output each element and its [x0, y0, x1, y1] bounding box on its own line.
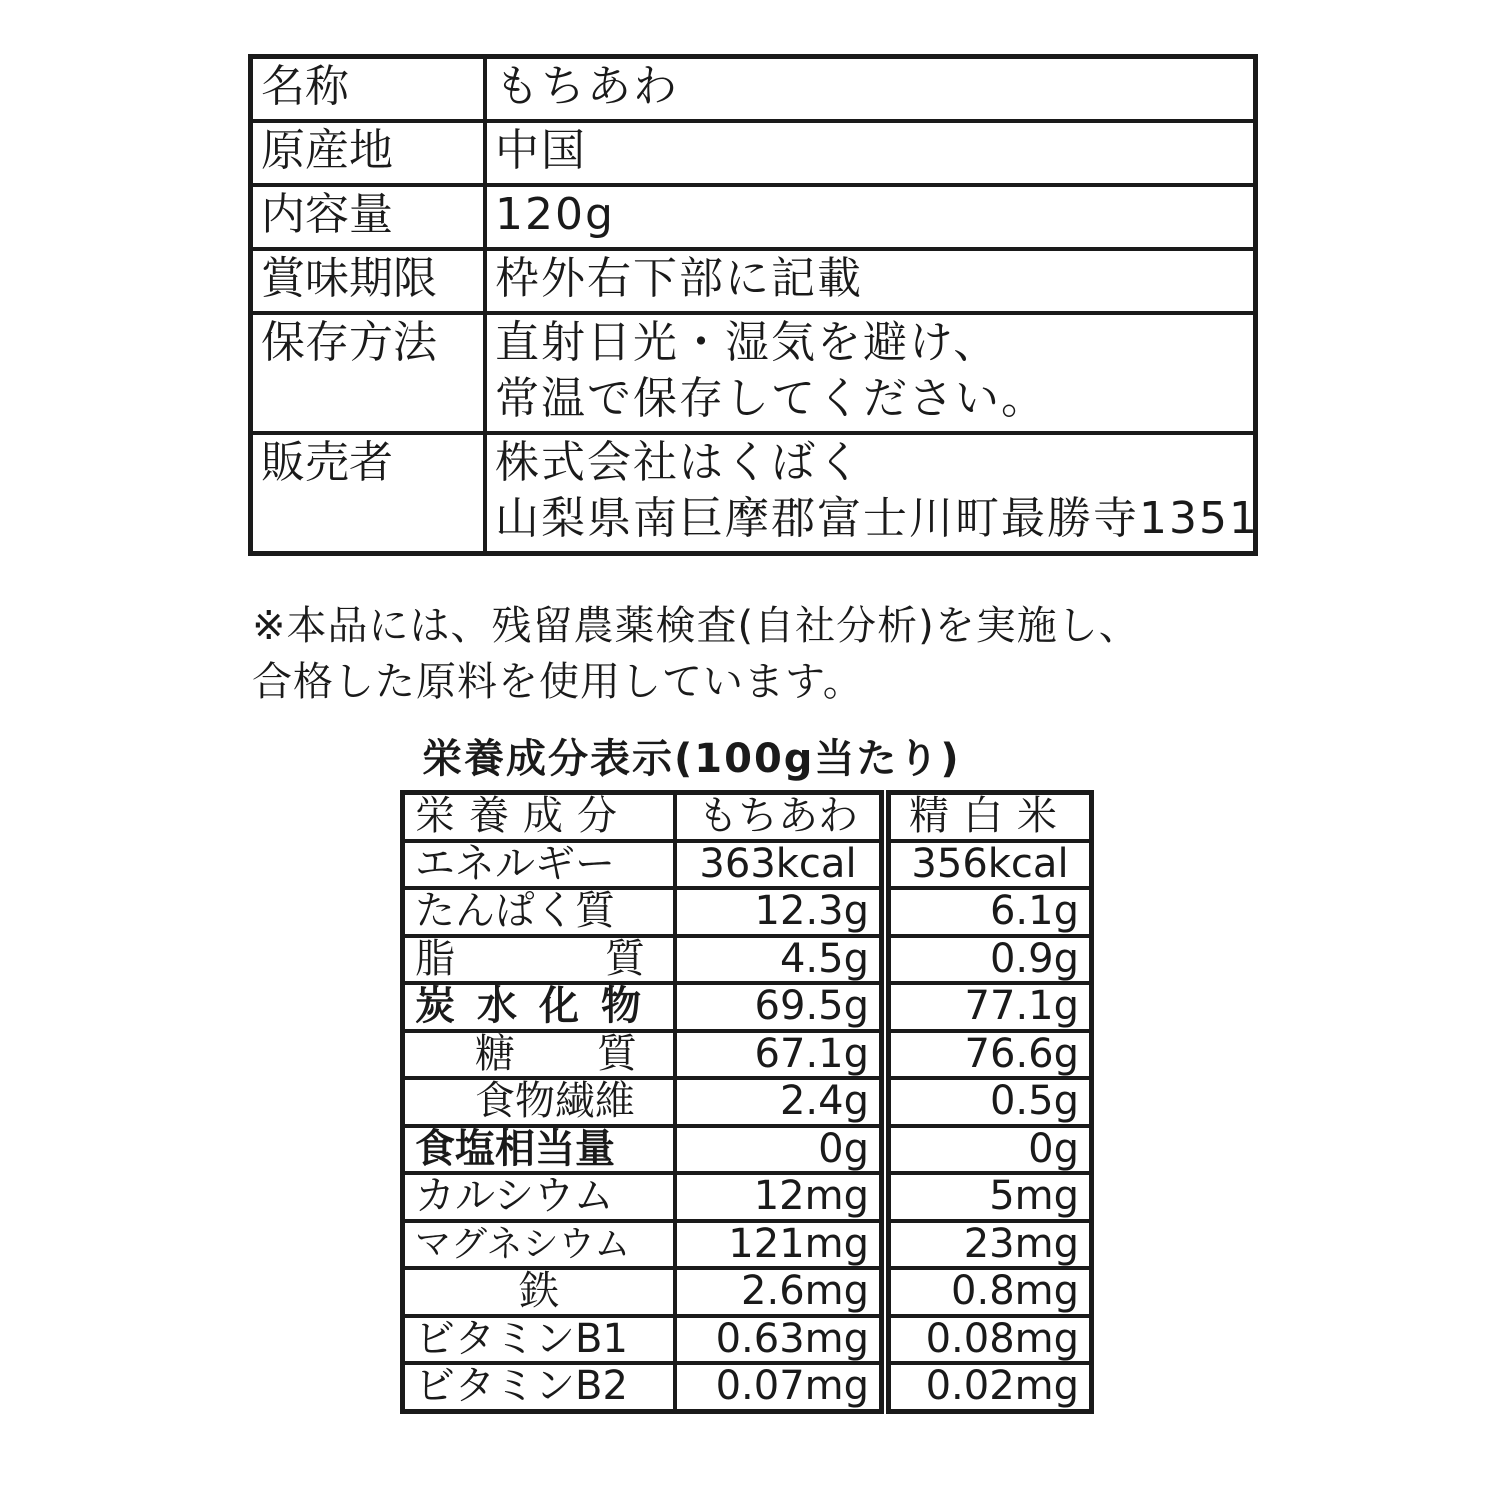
rice-value: 77.1g	[889, 983, 1092, 1031]
info-label-name	[251, 57, 486, 122]
nutrient-name: 炭水化物	[403, 983, 676, 1031]
table-row	[889, 1173, 1092, 1221]
nutrient-name: 糖質	[403, 1031, 676, 1079]
nutrition-header-row	[403, 793, 882, 841]
rice-value: 0.02mg	[889, 1363, 1092, 1411]
table-row	[889, 1078, 1092, 1126]
table-row	[889, 1031, 1092, 1079]
nutrition-title: 栄養成分表示(100g当たり)	[422, 736, 961, 782]
table-row	[403, 1126, 882, 1174]
nutrition-tables	[400, 790, 1094, 1462]
table-row	[889, 1221, 1092, 1269]
nutrition-table-main	[400, 790, 884, 1414]
info-value-line: 直射日光・湿気を避け、	[495, 317, 1000, 368]
info-row-storage	[251, 313, 1256, 433]
mochiawa-value: 0g	[675, 1126, 882, 1174]
info-value-line: 常温で保存してください。	[495, 373, 1047, 424]
info-label-text: 保存方法	[261, 317, 437, 368]
table-row	[403, 1078, 882, 1126]
mochiawa-value: 69.5g	[675, 983, 882, 1031]
mochiawa-value: 67.1g	[675, 1031, 882, 1079]
table-row	[403, 1316, 882, 1364]
mochiawa-value: 121mg	[675, 1221, 882, 1269]
info-label-content	[251, 185, 486, 249]
info-label-expiry	[251, 249, 486, 313]
nutrient-name: ビタミンB2	[403, 1363, 676, 1411]
info-label-text: 内容量	[261, 189, 393, 240]
rice-value: 6.1g	[889, 888, 1092, 936]
mochiawa-value: 0.63mg	[675, 1316, 882, 1364]
info-row-expiry	[251, 249, 1256, 313]
info-row-content	[251, 185, 1256, 249]
nutrient-name: 脂質	[403, 936, 676, 984]
rice-value: 356kcal	[889, 841, 1092, 889]
info-row-seller	[251, 433, 1256, 554]
table-row	[889, 888, 1092, 936]
table-row	[403, 1221, 882, 1269]
nutrition-table-rice	[886, 790, 1094, 1414]
rice-value: 0.08mg	[889, 1316, 1092, 1364]
info-value-text: もちあわ	[495, 61, 679, 112]
mochiawa-value: 0.07mg	[675, 1363, 882, 1411]
table-row	[403, 888, 882, 936]
info-row-name	[251, 57, 1256, 122]
mochiawa-value: 2.6mg	[675, 1268, 882, 1316]
info-label-text: 販売者	[261, 437, 393, 488]
nutrient-name: 食物繊維	[403, 1078, 676, 1126]
table-row	[403, 983, 882, 1031]
rice-value: 0.8mg	[889, 1268, 1092, 1316]
info-row-origin	[251, 121, 1256, 185]
rice-value: 0g	[889, 1126, 1092, 1174]
info-value-text: 枠外右下部に記載	[495, 253, 863, 304]
note-line: ※本品には、残留農薬検査(自社分析)を実施し、	[252, 603, 1140, 649]
mochiawa-value: 12mg	[675, 1173, 882, 1221]
info-value-text: 中国	[495, 125, 587, 176]
table-row	[889, 1268, 1092, 1316]
table-row	[403, 1031, 882, 1079]
info-label-text: 賞味期限	[261, 253, 437, 304]
info-value-line: 株式会社はくばく	[495, 437, 863, 488]
info-value-content	[485, 185, 1256, 249]
nutrient-name: たんぱく質	[403, 888, 676, 936]
info-value-seller	[485, 433, 1259, 554]
table-row	[889, 1126, 1092, 1174]
table-row	[403, 841, 882, 889]
header-mochiawa: もちあわ	[675, 793, 882, 841]
rice-value: 0.9g	[889, 936, 1092, 984]
nutrient-name: カルシウム	[403, 1173, 676, 1221]
rice-value: 76.6g	[889, 1031, 1092, 1079]
mochiawa-value: 2.4g	[675, 1078, 882, 1126]
nutrient-name: エネルギー	[403, 841, 676, 889]
table-row	[403, 1268, 882, 1316]
header-nutrient: 栄養成分	[403, 793, 676, 841]
rice-value: 0.5g	[889, 1078, 1092, 1126]
table-row	[403, 1363, 882, 1411]
info-label-storage	[251, 313, 486, 433]
nutrient-name: 食塩相当量	[403, 1126, 676, 1174]
table-row	[889, 983, 1092, 1031]
info-label-text: 原産地	[261, 125, 393, 176]
info-value-expiry	[485, 249, 1256, 313]
mochiawa-value: 363kcal	[675, 841, 882, 889]
info-value-origin	[485, 121, 1256, 185]
info-value-line: 山梨県南巨摩郡富士川町最勝寺1351	[495, 493, 1259, 544]
product-info-table	[248, 54, 1258, 556]
table-row	[403, 936, 882, 984]
info-label-text: 名称	[261, 61, 349, 112]
table-row	[889, 1316, 1092, 1364]
info-label-seller	[251, 433, 486, 554]
mochiawa-value: 4.5g	[675, 936, 882, 984]
rice-value: 5mg	[889, 1173, 1092, 1221]
table-row	[403, 1173, 882, 1221]
mochiawa-value: 12.3g	[675, 888, 882, 936]
info-label-origin	[251, 121, 486, 185]
header-rice: 精白米	[889, 793, 1092, 841]
note-line: 合格した原料を使用しています。	[252, 659, 864, 705]
rice-value: 23mg	[889, 1221, 1092, 1269]
table-row	[889, 1363, 1092, 1411]
nutrient-name: 鉄	[403, 1268, 676, 1316]
pesticide-note	[252, 598, 1262, 710]
nutrition-header-row	[889, 793, 1092, 841]
table-row	[889, 841, 1092, 889]
info-value-storage	[485, 313, 1256, 433]
nutrient-name: マグネシウム	[403, 1221, 676, 1269]
nutrient-name: ビタミンB1	[403, 1316, 676, 1364]
info-value-name	[485, 57, 1256, 122]
table-row	[889, 936, 1092, 984]
info-value-text: 120g	[495, 189, 615, 240]
